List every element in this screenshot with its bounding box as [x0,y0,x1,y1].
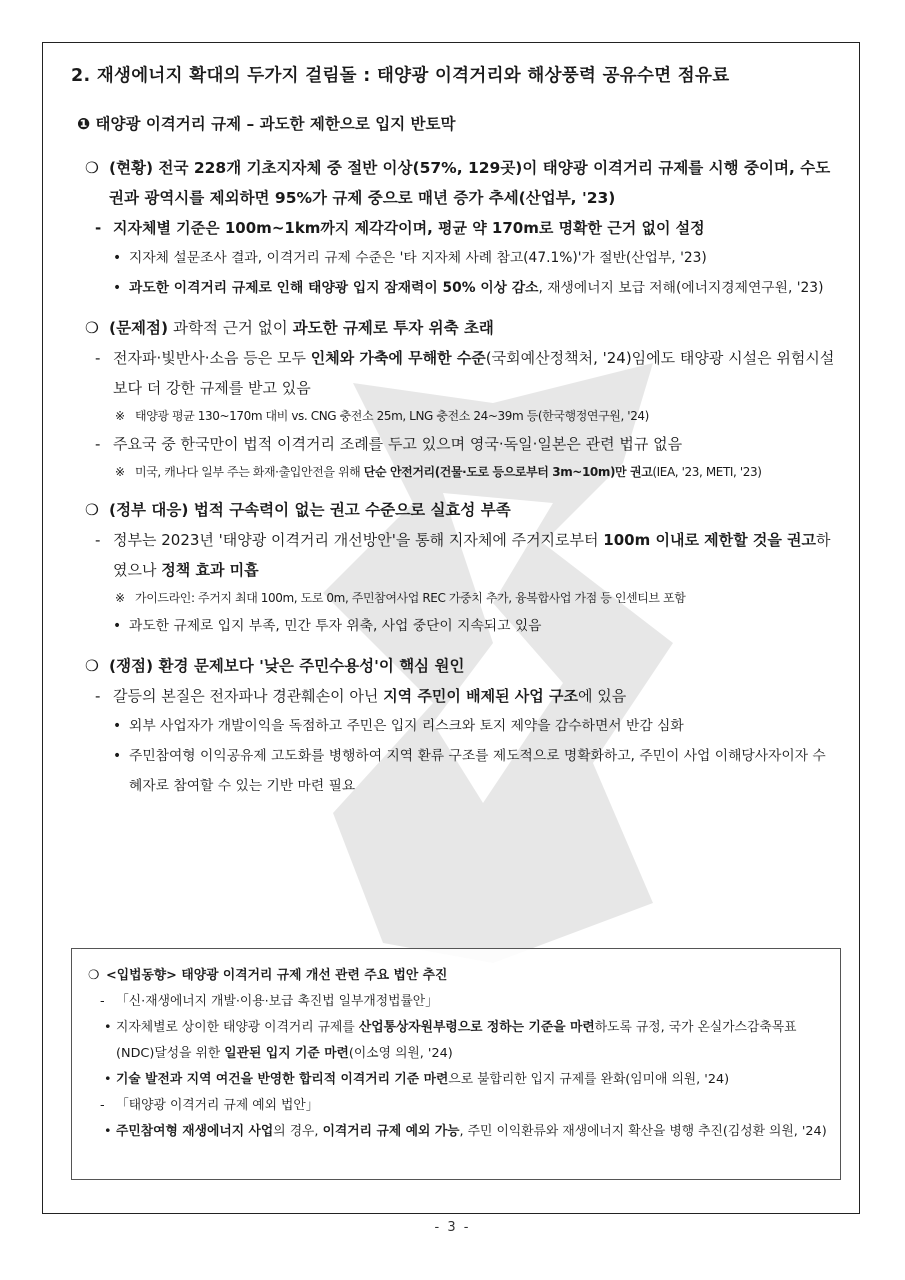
government-bullet-1 [69,611,839,641]
bullet-marker: • [113,280,122,296]
page-frame [42,42,860,1214]
status-dash-item [69,213,839,243]
page-number: - 3 - [434,1220,471,1235]
legislation-title [88,963,828,989]
government-dash-1-bold2: 정책 효과 미흡 [161,561,259,579]
problem-dash-2 [69,429,839,459]
issue-bullet-1-text: 외부 사업자가 개발이익을 독점하고 주민은 입지 리스크와 토지 제약을 감수하면서 반감 심화 [129,718,684,734]
legislation-box [71,948,841,1180]
issue-bullet-1 [69,711,839,741]
legislation-law-2-text: 「태양광 이격거리 규제 예외 법안」 [116,1098,319,1113]
problem-dash-2-text: 주요국 중 한국만이 법적 이격거리 조례를 두고 있으며 영국·독일·일본은 관련 법규 없음 [113,435,683,453]
government-note-1 [69,585,839,611]
status-text: 전국 228개 기초지자체 중 절반 이상(57%, 129곳)이 태양광 이격거리 규제를 시행 중이며, 수도권과 광역시를 제외하면 95%가 규제 중으로 매년 증가 추세(산업부, '23) [109,159,831,207]
circle-marker: ❍ [85,501,99,519]
status-dash-text: 지자체별 기준은 100m~1km까지 제각각이며, 평균 약 170m로 명확한 근거 없이 설정 [113,219,705,237]
government-dash-1-mid: 하였으나 [113,531,831,579]
circle-marker: ❍ [85,319,99,337]
bullet-marker: • [104,1124,112,1139]
legislation-bullet-3-bold2: 이격거리 규제 예외 가능 [322,1124,460,1139]
issue-bullet-2-text: 주민참여형 이익공유제 고도화를 병행하여 지역 환류 구조를 제도적으로 명확화하고, 주민이 사업 이해당사자이자 수혜자로 참여할 수 있는 기반 마련 필요 [129,748,826,794]
problem-dash-1-text: 전자파·빛반사·소음 등은 모두 [113,349,311,367]
main-content [69,61,839,811]
circle-marker: ❍ [88,968,100,983]
government-title: (정부 대응) 법적 구속력이 없는 권고 수준으로 실효성 부족 [109,501,511,519]
government-note-1-text: 가이드라인: 주거지 최대 100m, 도로 0m, 주민참여사업 REC 가중치 추가, 융복합사업 가점 등 인센티브 포함 [135,591,686,605]
government-dash-1-text: 정부는 2023년 '태양광 이격거리 개선방안'을 통해 지자체에 주거지로부터 [113,531,604,549]
status-bullet-2-rest: , 재생에너지 보급 저해(에너지경제연구원, '23) [538,280,824,296]
problem-note-2-text: 미국, 캐나다 일부 주는 화재·출입안전을 위해 [135,465,364,479]
dash-marker: - [100,1098,105,1113]
status-title: (현황) [109,159,154,177]
legislation-bullet-1-bold2: 일관된 입지 기준 마련 [224,1046,349,1061]
circle-marker: ❍ [85,159,99,177]
legislation-bullet-1-mid: 하도록 규정, 국가 온실가스감축목표(NDC)달성을 위한 [116,1020,797,1061]
status-bullet-1 [69,243,839,273]
note-marker: ※ [115,409,125,423]
government-dash-1-bold1: 100m 이내로 제한할 것을 권고 [603,531,817,549]
legislation-bullet-2-rest: 으로 불합리한 입지 규제를 완화(임미애 의원, '24) [448,1072,730,1087]
legislation-law-1-text: 「신·재생에너지 개발·이용·보급 촉진법 일부개정법률안」 [116,994,438,1009]
legislation-law-2 [88,1093,828,1119]
legislation-bullet-1 [88,1015,828,1067]
legislation-bullet-3-bold1: 주민참여형 재생에너지 사업 [116,1124,274,1139]
circle-marker: ❍ [85,657,99,675]
problem-dash-1-rest: (국회예산정책처, '24)임에도 태양광 시설은 위험시설보다 더 강한 규제를 받고 있음 [113,349,835,397]
bullet-marker: • [104,1072,112,1087]
legislation-bullet-3 [88,1119,828,1145]
problem-dash-1 [69,343,839,403]
bullet-marker: • [113,618,122,634]
legislation-bullet-3-rest: , 주민 이익환류와 재생에너지 확산을 병행 추진(김성환 의원, '24) [459,1124,827,1139]
legislation-bullet-1-text: 지자체별로 상이한 태양광 이격거리 규제를 [116,1020,359,1035]
problem-paragraph [69,313,839,343]
problem-note-2-bold: 단순 안전거리(건물·도로 등으로부터 3m~10m)만 권고 [363,465,653,479]
note-marker: ※ [115,465,125,479]
status-bullet-1-text: 지자체 설문조사 결과, 이격거리 규제 수준은 '타 지자체 사례 참고(47.1%)'가 절반(산업부, '23) [129,250,707,266]
dash-marker: - [95,687,101,705]
problem-text: 과학적 근거 없이 [168,319,293,337]
section-status [69,153,839,303]
problem-note-1-text: 태양광 평균 130~170m 대비 vs. CNG 충전소 25m, LNG 충전소 24~39m 등(한국행정연구원, '24) [135,409,649,423]
issue-dash-1-bold: 지역 주민이 배제된 사업 구조 [383,687,578,705]
issue-paragraph [69,651,839,681]
note-marker: ※ [115,591,125,605]
subsection-heading: ❶ 태양광 이격거리 규제 – 과도한 제한으로 입지 반토막 [77,115,456,133]
dash-marker: - [95,349,101,367]
legislation-bullet-1-rest: (이소영 의원, '24) [348,1046,453,1061]
bullet-marker: • [113,250,122,266]
dash-marker: - [95,435,101,453]
issue-dash-1-text: 갈등의 본질은 전자파나 경관훼손이 아닌 [113,687,384,705]
status-bullet-2 [69,273,839,303]
problem-dash-1-bold: 인체와 가축에 무해한 수준 [310,349,486,367]
status-bullet-2-bold: 과도한 이격거리 규제로 인해 태양광 입지 잠재력이 50% 이상 감소 [129,280,539,296]
bullet-marker: • [113,718,122,734]
issue-dash-1-rest: 에 있음 [577,687,627,705]
dash-marker: - [95,219,102,237]
problem-text-bold: 과도한 규제로 투자 위축 초래 [292,319,494,337]
government-bullet-1-text: 과도한 규제로 입지 부족, 민간 투자 위축, 사업 중단이 지속되고 있음 [129,618,542,634]
legislation-law-1 [88,989,828,1015]
legislation-bullet-2-bold: 기술 발전과 지역 여건을 반영한 합리적 이격거리 기준 마련 [116,1072,449,1087]
bullet-marker: • [113,748,122,764]
status-paragraph [69,153,839,213]
issue-bullet-2 [69,741,839,801]
legislation-bullet-2 [88,1067,828,1093]
section-problem [69,313,839,485]
dash-marker: - [100,994,105,1009]
legislation-bullet-3-mid: 의 경우, [273,1124,323,1139]
government-paragraph [69,495,839,525]
bullet-marker: • [104,1020,112,1035]
legislation-bullet-1-bold1: 산업통상자원부령으로 정하는 기준을 마련 [358,1020,595,1035]
problem-title: (문제점) [109,319,169,337]
problem-note-1 [69,403,839,429]
problem-note-2 [69,459,839,485]
section-heading: 2. 재생에너지 확대의 두가지 걸림돌 : 태양광 이격거리와 해상풍력 공유수면 점유료 [71,66,730,86]
section-issue [69,651,839,801]
issue-dash-1 [69,681,839,711]
dash-marker: - [95,531,101,549]
legislation-title-text: <입법동향> 태양광 이격거리 규제 개선 관련 주요 법안 추진 [106,968,448,983]
problem-note-2-rest: (IEA, '23, METI, '23) [652,465,762,479]
section-government [69,495,839,641]
issue-title: (쟁점) 환경 문제보다 '낮은 주민수용성'이 핵심 원인 [109,657,465,675]
government-dash-1 [69,525,839,585]
